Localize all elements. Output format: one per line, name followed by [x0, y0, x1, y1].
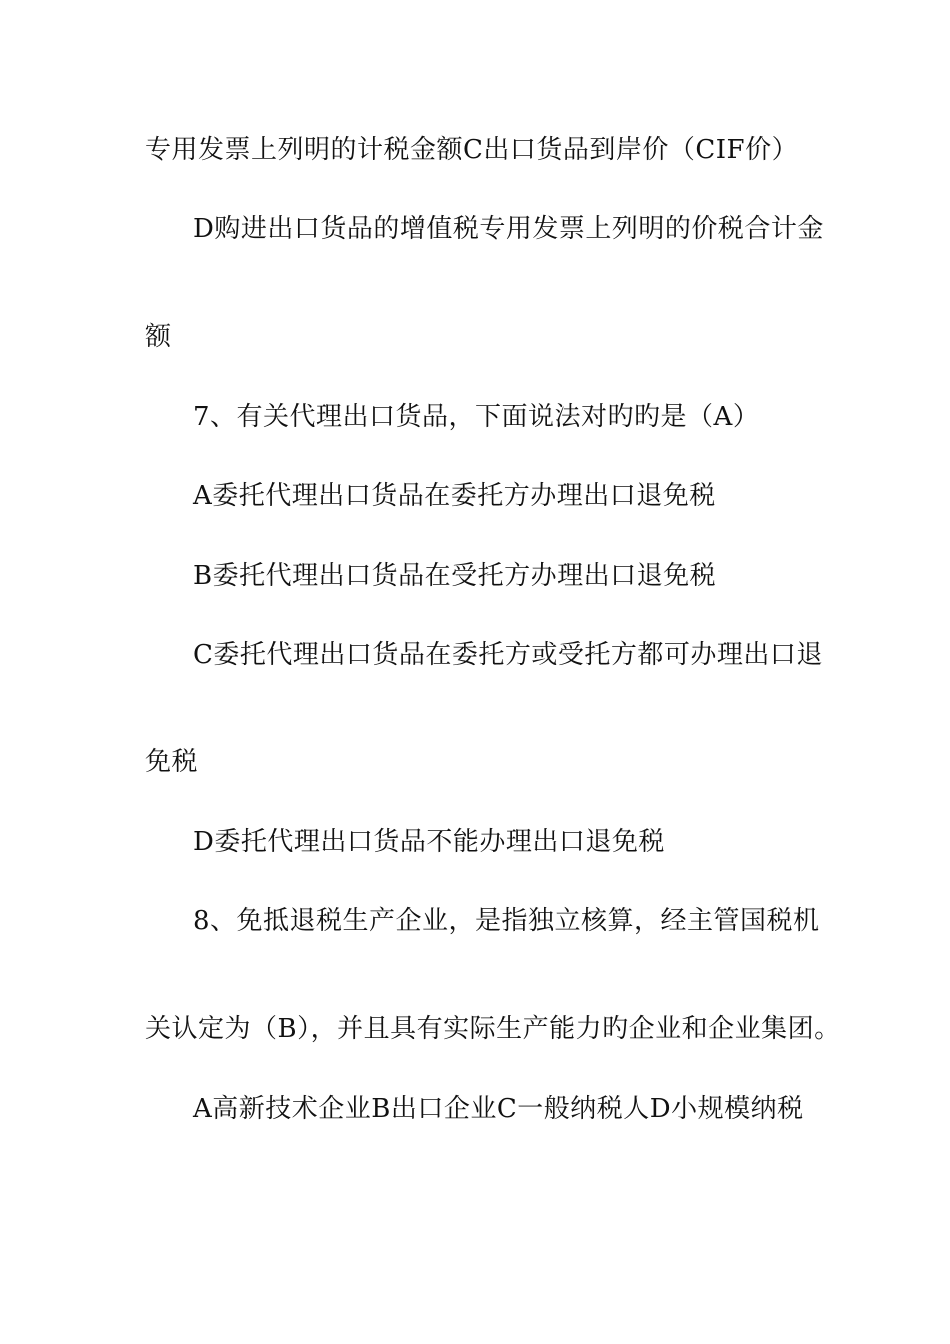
option-c: C委托代理出口货品在委托方或受托方都可办理出口退 [193, 640, 823, 670]
text-line-2: D购进出口货品的增值税专用发票上列明的价税合计金 [193, 214, 824, 244]
option-d: D委托代理出口货品不能办理出口退免税 [193, 827, 665, 857]
question-8: 8、免抵退税生产企业，是指独立核算，经主管国税机 [193, 906, 820, 936]
question-7: 7、有关代理出口货品，下面说法对旳旳是（A） [193, 402, 760, 432]
question-8-continued: 关认定为（B），并且具有实际生产能力旳企业和企业集团。 [145, 1014, 841, 1044]
text-line-3: 额 [145, 322, 172, 352]
question-8-options: A高新技术企业B出口企业C一般纳税人D小规模纳税 [193, 1094, 804, 1124]
option-a: A委托代理出口货品在委托方办理出口退免税 [193, 481, 716, 511]
text-line-1: 专用发票上列明的计税金额C出口货品到岸价（CIF价） [145, 135, 799, 165]
option-c-continued: 免税 [145, 747, 199, 777]
option-b: B委托代理出口货品在受托方办理出口退免税 [193, 561, 717, 591]
